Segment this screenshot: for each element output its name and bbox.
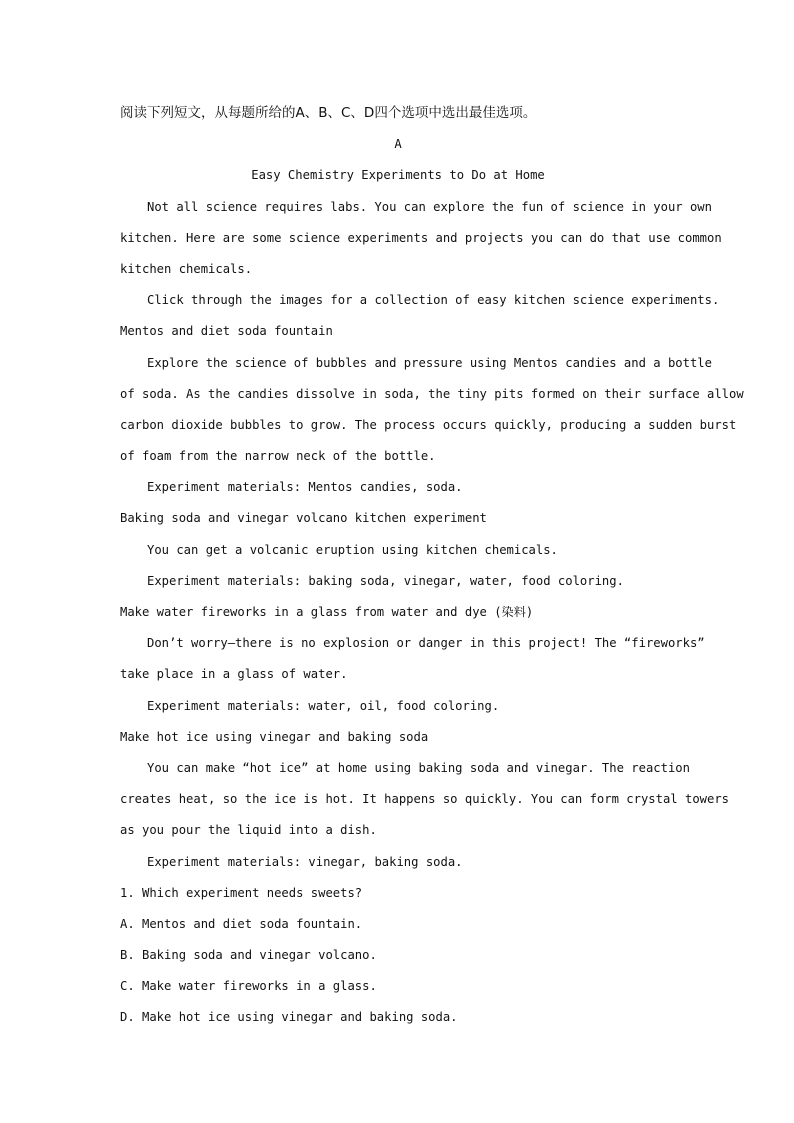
- exp4-line-1: You can make “hot ice” at home using baking soda and vinegar. The reaction: [147, 760, 690, 775]
- option-c: C. Make water fireworks in a glass.: [120, 979, 377, 994]
- document-page: [120, 98, 744, 1034]
- exp4-heading: Make hot ice using vinegar and baking soda: [120, 729, 429, 744]
- intro-line-3: kitchen chemicals.: [120, 261, 253, 276]
- exp3-heading: Make water fireworks in a glass from water and dye (染料): [120, 605, 534, 619]
- exp1-materials: Experiment materials: Mentos candies, soda.: [147, 480, 463, 495]
- exp1-heading: Mentos and diet soda fountain: [120, 324, 333, 339]
- exp3-line-1: Don’t worry—there is no explosion or danger in this project! The “fireworks”: [147, 636, 705, 651]
- instruction-text: 阅读下列短文，从每题所给的A、B、C、D四个选项中选出最佳选项。: [120, 105, 537, 121]
- exp1-line-3: carbon dioxide bubbles to grow. The process occurs quickly, producing a sudden burst: [120, 417, 737, 432]
- exp3-materials: Experiment materials: water, oil, food coloring.: [147, 698, 500, 713]
- passage-title: Easy Chemistry Experiments to Do at Home: [251, 168, 545, 183]
- section-label: A: [394, 137, 402, 152]
- option-d: D. Make hot ice using vinegar and baking soda.: [120, 1010, 458, 1025]
- exp1-line-2: of soda. As the candies dissolve in soda, the tiny pits formed on their surface allow: [120, 386, 744, 401]
- exp2-line-1: You can get a volcanic eruption using kitchen chemicals.: [147, 542, 558, 557]
- exp1-line-1: Explore the science of bubbles and pressure using Mentos candies and a bottle: [147, 355, 712, 370]
- exp2-materials: Experiment materials: baking soda, vinegar, water, food coloring.: [147, 573, 624, 588]
- exp4-line-3: as you pour the liquid into a dish.: [120, 823, 377, 838]
- option-b: B. Baking soda and vinegar volcano.: [120, 948, 377, 963]
- intro-line-1: Not all science requires labs. You can explore the fun of science in your own: [147, 199, 712, 214]
- intro-line-2: kitchen. Here are some science experiments and projects you can do that use common: [120, 230, 722, 245]
- exp4-materials: Experiment materials: vinegar, baking soda.: [147, 854, 463, 869]
- question-stem: 1. Which experiment needs sweets?: [120, 885, 363, 900]
- exp3-line-2: take place in a glass of water.: [120, 667, 348, 682]
- exp4-line-2: creates heat, so the ice is hot. It happens so quickly. You can form crystal towers: [120, 792, 730, 807]
- exp1-line-4: of foam from the narrow neck of the bottle.: [120, 449, 436, 464]
- exp2-heading: Baking soda and vinegar volcano kitchen experiment: [120, 511, 487, 526]
- option-a: A. Mentos and diet soda fountain.: [120, 916, 363, 931]
- intro-line-4: Click through the images for a collection of easy kitchen science experiments.: [147, 293, 720, 308]
